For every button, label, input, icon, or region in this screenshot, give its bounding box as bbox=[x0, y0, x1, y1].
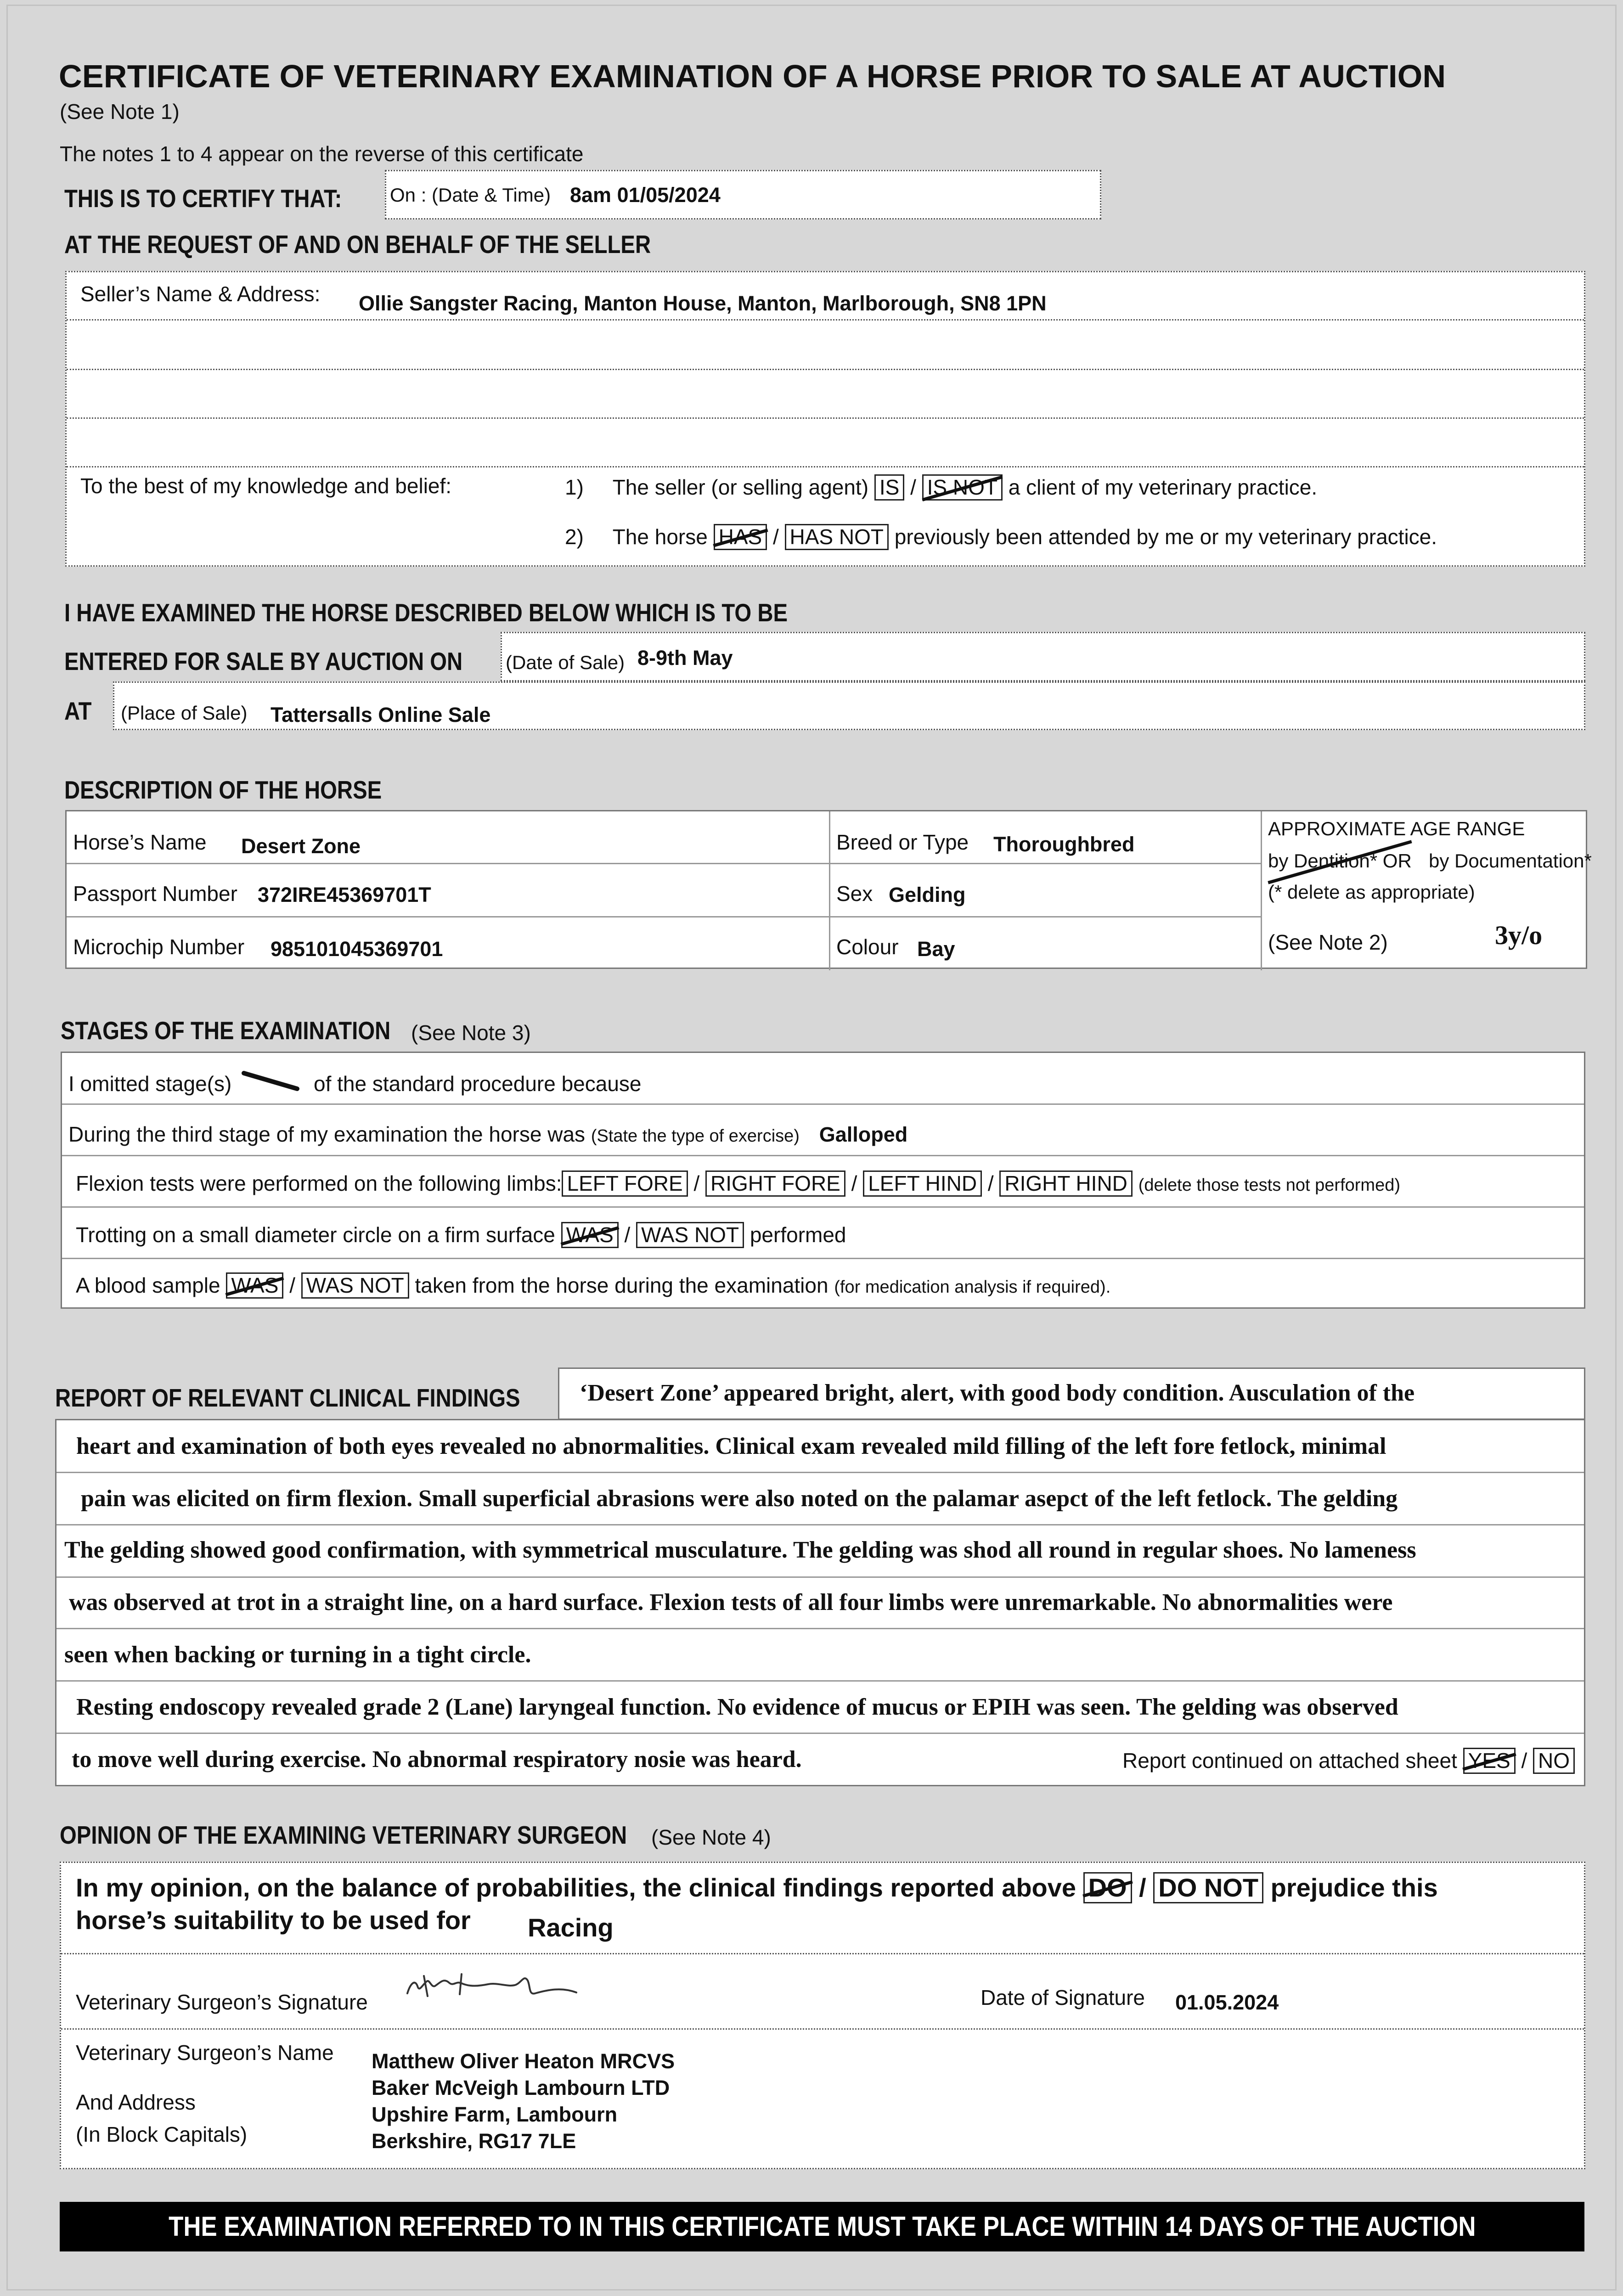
flexion-hint: (delete those tests not performed) bbox=[1138, 1176, 1400, 1195]
stages-header-title: STAGES OF THE EXAMINATION bbox=[61, 1016, 391, 1045]
seller-line bbox=[67, 466, 1584, 467]
opinion-box bbox=[60, 1862, 1585, 2169]
option-has-not[interactable]: HAS NOT bbox=[785, 524, 889, 550]
option-has[interactable]: HAS bbox=[714, 524, 767, 550]
breed-label: Breed or Type bbox=[836, 830, 969, 854]
omitted-dash-mark bbox=[241, 1069, 301, 1092]
item1-text-post: a client of my veterinary practice. bbox=[1008, 475, 1318, 499]
colour-label: Colour bbox=[836, 935, 899, 959]
report-line-1: ‘Desert Zone’ appeared bright, alert, with good body condition. Ausculation of the bbox=[580, 1380, 1415, 1406]
opinion-text-post: prejudice this bbox=[1270, 1873, 1438, 1902]
vet-address-label: And Address bbox=[76, 2090, 196, 2114]
continued-option-no[interactable]: NO bbox=[1533, 1748, 1575, 1774]
flexion-left-fore[interactable]: LEFT FORE bbox=[562, 1171, 688, 1197]
notes-line: The notes 1 to 4 appear on the reverse of this certificate bbox=[60, 142, 584, 166]
item1-number: 1) bbox=[565, 475, 584, 499]
description-table bbox=[65, 810, 1592, 969]
opinion-text-line-2: horse’s suitability to be used for bbox=[76, 1906, 471, 1935]
vet-name-label: Veterinary Surgeon’s Name bbox=[76, 2041, 334, 2065]
report-line-4: The gelding showed good confirmation, with symmetrical musculature. The gelding was shod all round in regular shoes. No lameness bbox=[64, 1537, 1416, 1563]
title-note: (See Note 1) bbox=[60, 100, 180, 124]
row-divider bbox=[61, 2028, 1584, 2030]
report-line-3: pain was elicited on firm flexion. Small superficial abrasions were also noted on the palamar asepct of the left fetlock. The gelding bbox=[81, 1486, 1398, 1512]
separator: / bbox=[851, 1171, 857, 1195]
separator: / bbox=[624, 1223, 631, 1247]
description-header: DESCRIPTION OF THE HORSE bbox=[64, 776, 382, 804]
purpose-value: Racing bbox=[528, 1913, 614, 1942]
trot-label: Trotting on a small diameter circle on a firm surface bbox=[76, 1223, 555, 1247]
date-signature-value: 01.05.2024 bbox=[1175, 1991, 1279, 2014]
blood-label: A blood sample bbox=[76, 1273, 220, 1297]
age-option-dentition[interactable] bbox=[1268, 850, 1412, 872]
vet-line-4: Berkshire, RG17 7LE bbox=[372, 2129, 576, 2153]
continued-option-yes[interactable]: YES bbox=[1463, 1748, 1516, 1774]
stages-header bbox=[61, 1016, 444, 1045]
place-of-sale-label: (Place of Sale) bbox=[121, 702, 248, 724]
opinion-header: OPINION OF THE EXAMINING VETERINARY SURGEON bbox=[60, 1821, 627, 1849]
horse-name-value: Desert Zone bbox=[241, 834, 361, 858]
row-divider bbox=[56, 1733, 1584, 1734]
sex-label: Sex bbox=[836, 882, 873, 906]
trot-label-post: performed bbox=[750, 1223, 846, 1247]
row-divider bbox=[67, 916, 1261, 917]
colour-value: Bay bbox=[917, 937, 955, 961]
report-line-8: to move well during exercise. No abnormal respiratory nosie was heard. bbox=[72, 1746, 802, 1773]
seller-line bbox=[67, 369, 1584, 370]
report-line-6: seen when backing or turning in a tight circle. bbox=[64, 1642, 531, 1668]
vet-line-2: Baker McVeigh Lambourn LTD bbox=[372, 2076, 670, 2099]
seller-label: Seller’s Name & Address: bbox=[80, 282, 321, 306]
item2-text-post: previously been attended by me or my veterinary practice. bbox=[894, 525, 1437, 549]
opinion-text: In my opinion, on the balance of probabilities, the clinical findings reported above bbox=[76, 1873, 1076, 1902]
age-range-header: APPROXIMATE AGE RANGE bbox=[1268, 818, 1525, 839]
blood-hint: (for medication analysis if required). bbox=[834, 1277, 1111, 1297]
flexion-row bbox=[76, 1171, 1400, 1197]
date-of-sale-label: (Date of Sale) bbox=[506, 652, 625, 673]
option-is-not[interactable]: IS NOT bbox=[922, 474, 1003, 501]
row-divider bbox=[61, 1953, 1584, 1954]
blood-label-post: taken from the horse during the examination bbox=[415, 1273, 828, 1297]
report-line-5: was observed at trot in a straight line, on a hard surface. Flexion tests of all four limbs were unremarkable. No abnormalities were bbox=[69, 1589, 1393, 1615]
col-divider bbox=[829, 811, 830, 970]
report-header: REPORT OF RELEVANT CLINICAL FINDINGS bbox=[55, 1384, 520, 1412]
entered-label: ENTERED FOR SALE BY AUCTION ON bbox=[64, 647, 463, 675]
separator: / bbox=[772, 525, 779, 549]
trot-row bbox=[76, 1222, 846, 1248]
seller-value: Ollie Sangster Racing, Manton House, Manton, Marlborough, SN8 1PN bbox=[359, 292, 1047, 315]
opinion-header-note: (See Note 4) bbox=[651, 1825, 771, 1849]
stages-table bbox=[61, 1052, 1585, 1309]
at-label: AT bbox=[64, 697, 92, 725]
row-divider bbox=[67, 863, 1261, 864]
omitted-label-post: of the standard procedure because bbox=[314, 1072, 642, 1096]
third-stage-label: During the third stage of my examination the horse was bbox=[68, 1122, 586, 1146]
row-divider bbox=[62, 1103, 1584, 1105]
sex-value: Gelding bbox=[889, 883, 966, 906]
third-stage-row bbox=[68, 1122, 907, 1147]
date-signature-label: Date of Signature bbox=[981, 1986, 1145, 2009]
place-of-sale-field[interactable] bbox=[113, 681, 1585, 730]
horse-name-label: Horse’s Name bbox=[73, 830, 207, 854]
auction-deadline-banner bbox=[60, 2202, 1584, 2251]
third-stage-value: Galloped bbox=[819, 1123, 908, 1146]
blood-row bbox=[76, 1272, 1110, 1299]
separator: / bbox=[910, 475, 916, 499]
age-delete-note: (* delete as appropriate) bbox=[1268, 881, 1475, 903]
microchip-value: 985101045369701 bbox=[270, 937, 443, 961]
signature-label: Veterinary Surgeon’s Signature bbox=[76, 1990, 368, 2014]
passport-value: 372IRE45369701T bbox=[258, 883, 431, 906]
report-line-7: Resting endoscopy revealed grade 2 (Lane) laryngeal function. No evidence of mucus or EPIH was seen. The gelding was observed bbox=[76, 1694, 1398, 1720]
seller-line bbox=[67, 319, 1584, 321]
flexion-right-fore[interactable]: RIGHT FORE bbox=[705, 1171, 845, 1197]
separator: / bbox=[289, 1273, 295, 1297]
separator: / bbox=[693, 1171, 700, 1195]
row-divider bbox=[62, 1206, 1584, 1208]
separator: / bbox=[1521, 1749, 1527, 1773]
opinion-option-do-not[interactable]: DO NOT bbox=[1153, 1872, 1263, 1903]
certificate-title: CERTIFICATE OF VETERINARY EXAMINATION OF A HORSE PRIOR TO SALE AT AUCTION bbox=[59, 58, 1446, 94]
age-option-documentation[interactable]: by Documentation* bbox=[1429, 850, 1592, 872]
blood-option-was[interactable]: WAS bbox=[226, 1272, 283, 1299]
examined-label: I HAVE EXAMINED THE HORSE DESCRIBED BELOW WHICH IS TO BE bbox=[64, 598, 788, 627]
row-divider bbox=[56, 1628, 1584, 1629]
date-time-field[interactable] bbox=[385, 170, 1101, 219]
item1-text: The seller (or selling agent) bbox=[612, 475, 869, 499]
col-divider bbox=[1261, 811, 1262, 970]
request-label: AT THE REQUEST OF AND ON BEHALF OF THE SELLER bbox=[64, 230, 651, 259]
flexion-right-hind[interactable]: RIGHT HIND bbox=[999, 1171, 1133, 1197]
third-stage-hint: (State the type of exercise) bbox=[591, 1126, 800, 1146]
row-divider bbox=[62, 1155, 1584, 1156]
dentition-struck: by Dentition* OR bbox=[1268, 850, 1412, 872]
row-divider bbox=[56, 1472, 1584, 1473]
separator: / bbox=[1139, 1873, 1146, 1902]
block-capitals-label: (In Block Capitals) bbox=[76, 2122, 248, 2146]
flexion-label: Flexion tests were performed on the following limbs: bbox=[76, 1171, 562, 1195]
microchip-label: Microchip Number bbox=[73, 935, 245, 959]
certify-label: THIS IS TO CERTIFY THAT: bbox=[64, 184, 342, 213]
knowledge-item-1 bbox=[565, 474, 1317, 501]
flexion-left-hind[interactable]: LEFT HIND bbox=[863, 1171, 982, 1197]
knowledge-label: To the best of my knowledge and belief: bbox=[80, 474, 452, 498]
banner-text: THE EXAMINATION REFERRED TO IN THIS CERTIFICATE MUST TAKE PLACE WITHIN 14 DAYS OF THE AUCTION bbox=[168, 2211, 1476, 2242]
blood-option-was-not[interactable]: WAS NOT bbox=[301, 1272, 409, 1299]
knowledge-item-2 bbox=[565, 524, 1437, 550]
seller-line bbox=[67, 417, 1584, 419]
separator: / bbox=[987, 1171, 994, 1195]
opinion-statement bbox=[76, 1872, 1438, 1903]
date-of-sale-field[interactable] bbox=[501, 632, 1585, 681]
trot-option-was[interactable]: WAS bbox=[561, 1222, 619, 1248]
opinion-option-do[interactable]: DO bbox=[1083, 1872, 1132, 1903]
row-divider bbox=[56, 1524, 1584, 1525]
seller-box bbox=[65, 271, 1585, 567]
stages-header-note: (See Note 3) bbox=[411, 1021, 531, 1045]
row-divider bbox=[62, 1258, 1584, 1259]
option-is[interactable]: IS bbox=[874, 474, 904, 501]
on-value: 8am 01/05/2024 bbox=[570, 183, 721, 207]
row-divider bbox=[56, 1680, 1584, 1682]
item2-text: The horse bbox=[612, 525, 708, 549]
report-continued-label: Report continued on attached sheet bbox=[1122, 1749, 1457, 1773]
report-continued-row bbox=[1122, 1748, 1575, 1774]
vet-line-3: Upshire Farm, Lambourn bbox=[372, 2103, 618, 2126]
age-value: 3y/o bbox=[1495, 920, 1543, 950]
omitted-label: I omitted stage(s) bbox=[68, 1072, 232, 1096]
on-label: On : (Date & Time) bbox=[390, 184, 551, 206]
passport-label: Passport Number bbox=[73, 882, 237, 906]
item2-number: 2) bbox=[565, 525, 584, 549]
breed-value: Thoroughbred bbox=[993, 833, 1135, 856]
trot-option-was-not[interactable]: WAS NOT bbox=[636, 1222, 744, 1248]
place-of-sale-value: Tattersalls Online Sale bbox=[270, 703, 491, 726]
vet-line-1: Matthew Oliver Heaton MRCVS bbox=[372, 2049, 675, 2073]
date-of-sale-value: 8-9th May bbox=[637, 646, 733, 670]
age-note: (See Note 2) bbox=[1268, 930, 1388, 954]
row-divider bbox=[56, 1576, 1584, 1578]
report-line-2: heart and examination of both eyes revealed no abnormalities. Clinical exam revealed mild filling of the left fore fetlock, minimal bbox=[76, 1433, 1386, 1459]
signature-mark bbox=[401, 1960, 585, 2015]
